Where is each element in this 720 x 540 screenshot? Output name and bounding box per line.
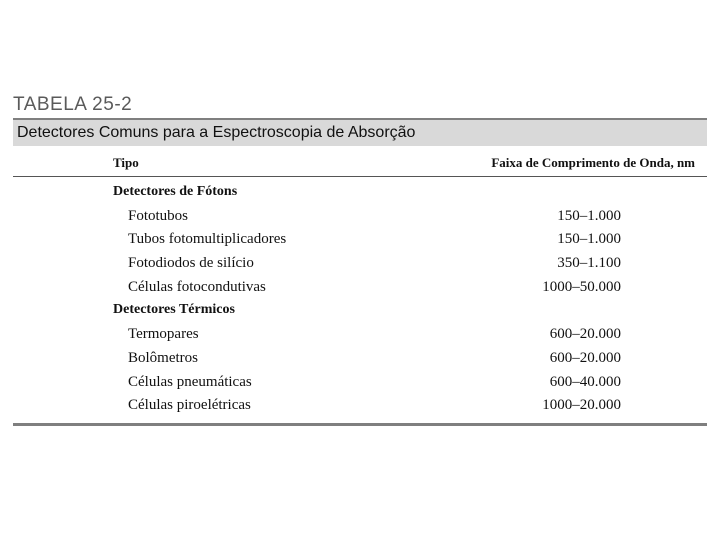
detector-name: Células fotocondutivas [128, 278, 266, 295]
header-type: Tipo [113, 155, 139, 170]
header-wavelength-range: Faixa de Comprimento de Onda, nm [491, 155, 695, 170]
table-row [13, 253, 707, 277]
wavelength-range: 1000–50.000 [542, 278, 621, 295]
table-row [13, 206, 707, 230]
detector-name: Termopares [128, 326, 199, 343]
group-title: Detectores de Fótons [113, 184, 238, 199]
wavelength-range: 1000–20.000 [542, 397, 621, 414]
wavelength-range: 600–20.000 [549, 349, 621, 366]
table-number: TABELA 25-2 [13, 94, 133, 115]
wavelength-range: 600–40.000 [549, 373, 621, 390]
wavelength-range: 150–1.000 [557, 231, 621, 248]
table-body [13, 177, 707, 426]
wavelength-range: 350–1.100 [557, 255, 621, 272]
detector-name: Bolômetros [128, 349, 198, 366]
table-row [13, 395, 707, 419]
detector-name: Células piroelétricas [128, 397, 251, 414]
detector-name: Tubos fotomultiplicadores [128, 231, 287, 248]
group-thermal-detectors [13, 300, 707, 324]
detector-table [13, 92, 707, 426]
table-header-row [13, 146, 707, 177]
table-row [13, 372, 707, 396]
table-row [13, 229, 707, 253]
detector-name: Fotodiodos de silício [128, 255, 254, 272]
table-caption: Detectores Comuns para a Espectroscopia de Absorção [13, 118, 707, 146]
wavelength-range: 150–1.000 [557, 207, 621, 224]
group-photon-detectors [13, 182, 707, 206]
table-row [13, 324, 707, 348]
table-row [13, 348, 707, 372]
group-title: Detectores Térmicos [113, 302, 235, 318]
detector-name: Fototubos [128, 207, 189, 224]
table-row [13, 277, 707, 301]
detector-name: Células pneumáticas [128, 373, 252, 390]
wavelength-range: 600–20.000 [549, 326, 621, 343]
